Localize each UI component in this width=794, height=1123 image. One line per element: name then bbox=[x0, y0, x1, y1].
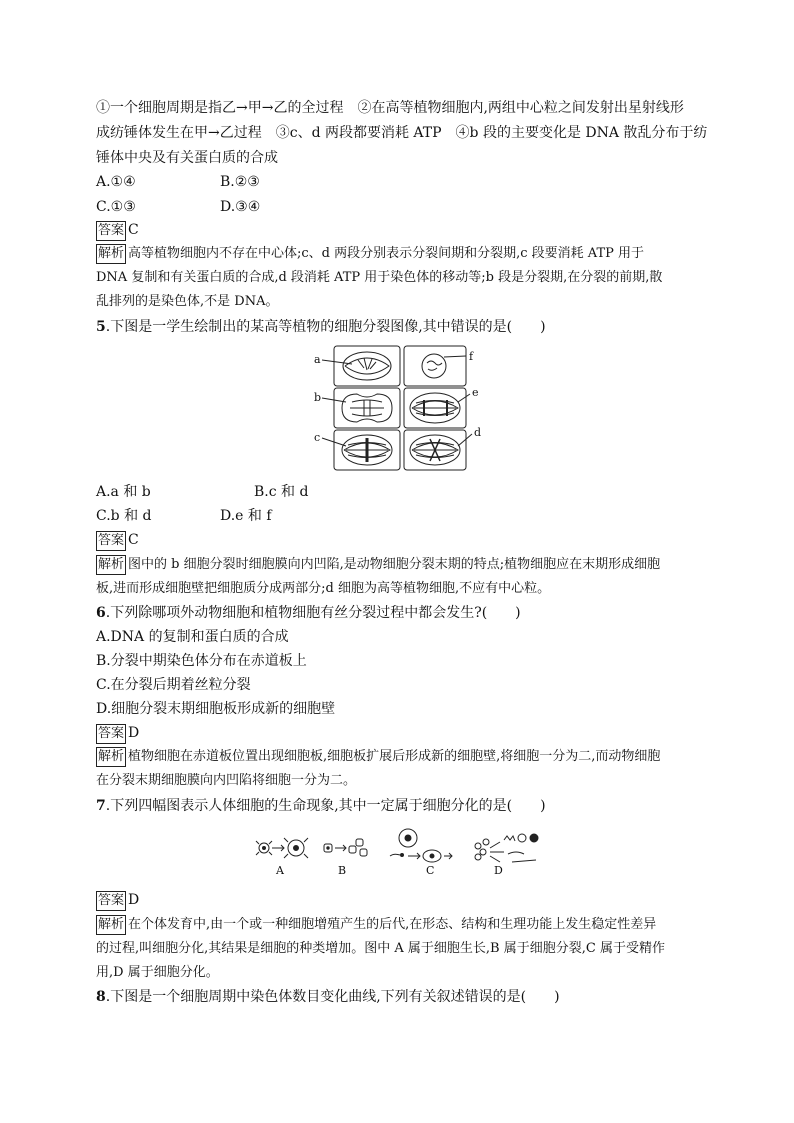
q5-option-d[interactable]: D.e 和 f bbox=[220, 508, 272, 524]
q7-answer-value: D bbox=[128, 892, 140, 908]
q4-stem-line-1: ①一个细胞周期是指乙→甲→乙的全过程 ②在高等植物细胞内,两组中心粒之间发射出星射线形 bbox=[96, 100, 684, 116]
figure-b-cell-division bbox=[324, 839, 367, 856]
q6-analysis-line-1: 解析 植物细胞在赤道板位置出现细胞板,细胞板扩展后形成新的细胞壁,将细胞一分为二,而动物细胞 bbox=[96, 747, 660, 767]
cell-e-spindle bbox=[412, 401, 458, 416]
q7-analysis-line-1: 解析 在个体发育中,由一个或一种细胞增殖产生的后代,在形态、结构和生理功能上发生稳定性差异 bbox=[96, 915, 656, 935]
label-b: b bbox=[314, 391, 322, 404]
label-f: f bbox=[469, 350, 474, 363]
cell-b-spindle bbox=[350, 400, 384, 416]
cell-a-spindle bbox=[345, 358, 389, 374]
cell-f-wall bbox=[404, 346, 466, 386]
label-a-leader bbox=[322, 360, 352, 364]
label-a: a bbox=[314, 353, 321, 366]
q7-analysis-line-2: 的过程,叫细胞分化,其结果是细胞的种类增加。图中 A 属于细胞生长,B 属于细胞分裂,C 属于受精作 bbox=[96, 941, 665, 956]
q6-analysis-line-2: 在分裂末期细胞膜向内凹陷将细胞一分为二。 bbox=[96, 773, 357, 788]
q6-answer bbox=[96, 723, 139, 744]
figure-d-cell-differentiation bbox=[475, 834, 538, 862]
q5-answer-value: C bbox=[128, 532, 139, 548]
q4-stem-line-3: 锤体中央及有关蛋白质的合成 bbox=[96, 150, 278, 166]
q4-option-d[interactable]: D.③④ bbox=[220, 199, 261, 215]
label-f-leader bbox=[444, 356, 466, 357]
q5-option-b[interactable]: B.c 和 d bbox=[254, 484, 309, 500]
q7-cell-phenomena-figure bbox=[250, 826, 550, 878]
figure-a-cell-growth bbox=[256, 838, 308, 858]
q5-analysis-line-1: 解析 图中的 b 细胞分裂时细胞膜向内凹陷,是动物细胞分裂末期的特点;植物细胞应在末期形成细胞 bbox=[96, 555, 660, 575]
q6-option-b[interactable]: B.分裂中期染色体分布在赤道板上 bbox=[96, 653, 307, 669]
q4-option-a[interactable]: A.①④ bbox=[96, 174, 136, 190]
q5-stem: 5.下图是一学生绘制出的某高等植物的细胞分裂图像,其中错误的是( ) bbox=[96, 319, 546, 335]
q4-analysis-line-1: 解析 高等植物细胞内不存在中心体;c、d 两段分别表示分裂间期和分裂期,c 段要消耗 ATP 用于 bbox=[96, 244, 644, 264]
q6-answer-value: D bbox=[128, 725, 140, 741]
q6-stem: 6.下列除哪项外动物细胞和植物细胞有丝分裂过程中都会发生?( ) bbox=[96, 605, 521, 621]
figure-label-a: A bbox=[276, 864, 284, 877]
q5-analysis-line-2: 板,进而形成细胞壁把细胞质分成两部分;d 细胞为高等植物细胞,不应有中心粒。 bbox=[96, 581, 551, 596]
q4-stem-line-2: 成纺锤体发生在甲→乙过程 ③c、d 两段都要消耗 ATP ④b 段的主要变化是 DNA 散乱分布于纺 bbox=[96, 125, 708, 141]
cell-f-chromatin bbox=[427, 361, 442, 370]
label-c: c bbox=[314, 431, 321, 444]
cell-a-chromosomes bbox=[358, 358, 376, 370]
label-d: d bbox=[474, 426, 482, 439]
answer-label-box: 答案 bbox=[96, 531, 126, 551]
analysis-label-box: 解析 bbox=[96, 244, 126, 264]
q6-option-c[interactable]: C.在分裂后期着丝粒分裂 bbox=[96, 677, 251, 693]
analysis-label-box: 解析 bbox=[96, 747, 126, 767]
q6-option-a[interactable]: A.DNA 的复制和蛋白质的合成 bbox=[96, 629, 289, 645]
figure-c-fertilization bbox=[390, 829, 452, 862]
q4-analysis-line-3: 乱排列的是染色体,不是 DNA。 bbox=[96, 294, 279, 309]
q8-stem: 8.下图是一个细胞周期中染色体数目变化曲线,下列有关叙述错误的是( ) bbox=[96, 989, 560, 1005]
q4-option-b[interactable]: B.②③ bbox=[220, 174, 260, 190]
figure-label-d: D bbox=[494, 864, 503, 877]
q4-option-c[interactable]: C.①③ bbox=[96, 199, 136, 215]
label-d-leader bbox=[458, 434, 472, 446]
q5-cell-division-figure bbox=[312, 342, 488, 476]
q7-answer bbox=[96, 890, 139, 911]
answer-label-box: 答案 bbox=[96, 891, 126, 911]
q4-answer bbox=[96, 220, 139, 241]
q5-option-c[interactable]: C.b 和 d bbox=[96, 508, 152, 524]
q4-analysis-line-2: DNA 复制和有关蛋白质的合成,d 段消耗 ATP 用于染色体的移动等;b 段是分裂期,在分裂的前期,散 bbox=[96, 270, 663, 285]
figure-label-b: B bbox=[338, 864, 347, 877]
label-e-leader bbox=[458, 394, 470, 402]
q7-analysis-line-3: 用,D 属于细胞分化。 bbox=[96, 965, 219, 980]
q5-option-a[interactable]: A.a 和 b bbox=[96, 484, 151, 500]
figure-label-c: C bbox=[426, 864, 435, 877]
q5-answer bbox=[96, 530, 139, 551]
cell-f-nucleus bbox=[422, 354, 446, 378]
answer-label-box: 答案 bbox=[96, 724, 126, 744]
analysis-label-box: 解析 bbox=[96, 555, 126, 575]
label-e: e bbox=[472, 386, 479, 399]
q4-answer-value: C bbox=[128, 222, 139, 238]
answer-label-box: 答案 bbox=[96, 221, 126, 241]
q7-stem: 7.下列四幅图表示人体细胞的生命现象,其中一定属于细胞分化的是( ) bbox=[96, 798, 546, 814]
cell-a-membrane bbox=[343, 352, 391, 380]
analysis-label-box: 解析 bbox=[96, 915, 126, 935]
q6-option-d[interactable]: D.细胞分裂末期细胞板形成新的细胞壁 bbox=[96, 701, 336, 717]
